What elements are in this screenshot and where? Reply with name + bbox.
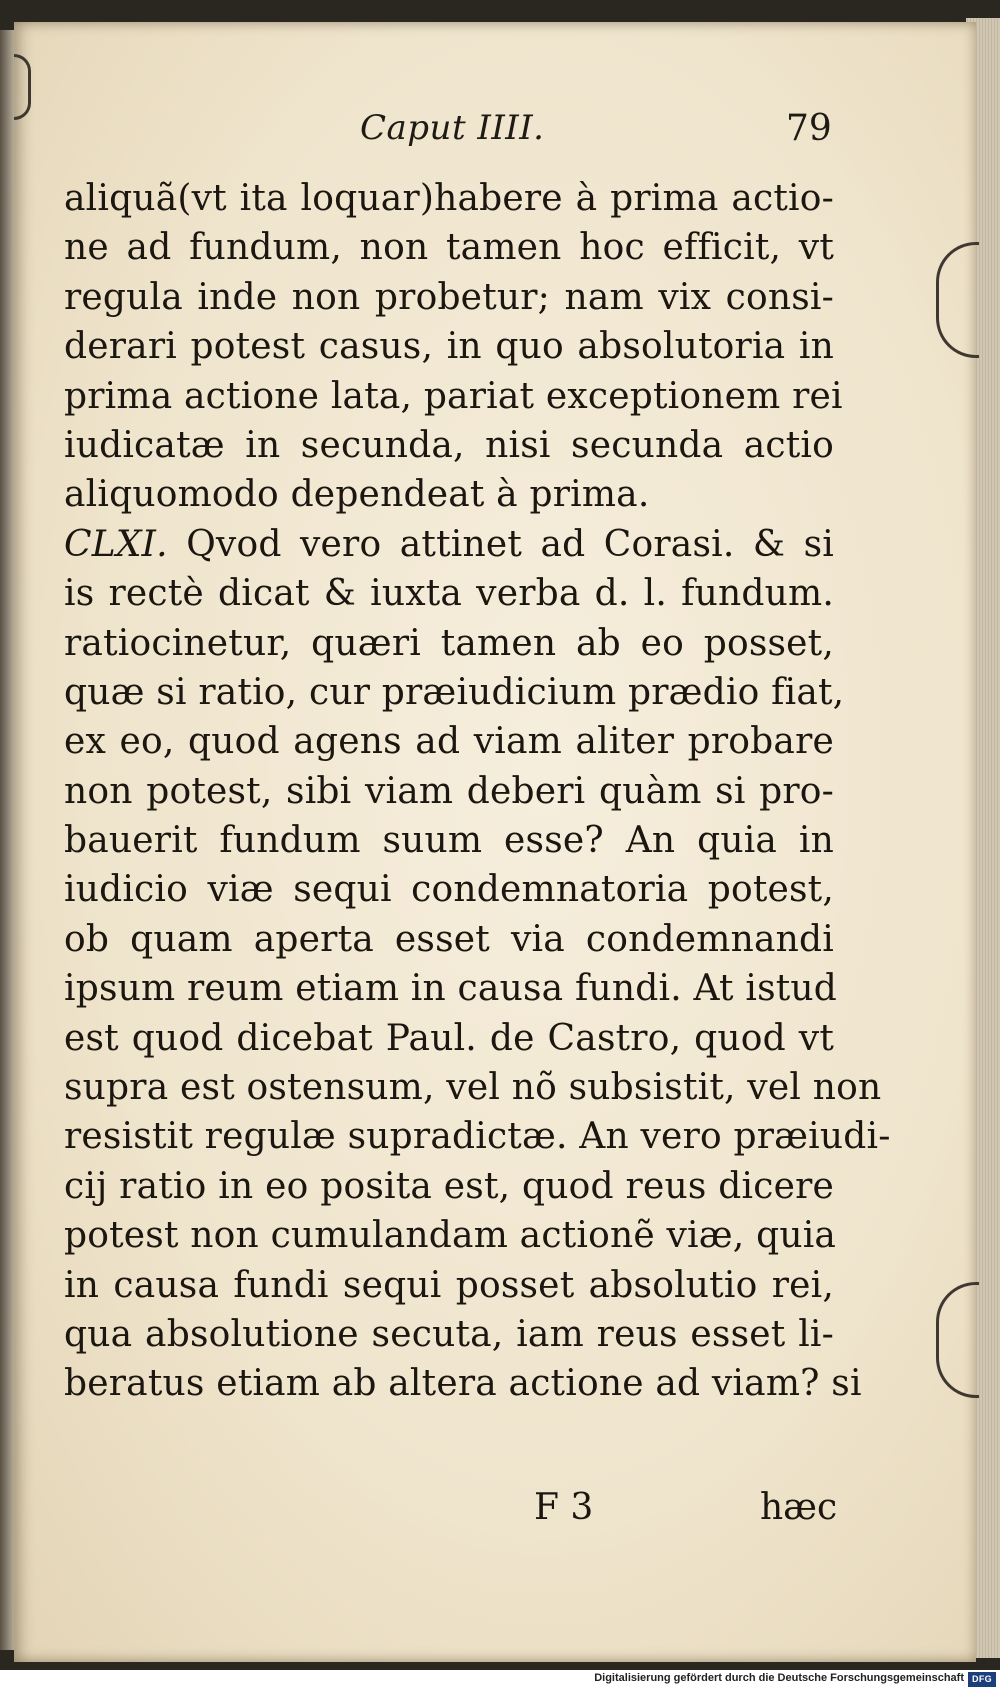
funding-credit: Digitalisierung gefördert durch die Deutsche Forschungsgemeinschaft	[594, 1672, 964, 1684]
signature-mark: F 3	[534, 1487, 594, 1528]
text-line: ex eo, quod agens ad viam aliter probare	[64, 721, 834, 763]
book-page	[14, 22, 976, 1662]
catchword: hæc	[760, 1487, 838, 1528]
text-line: aliquã(vt ita loquar)habere à prima actio-	[64, 178, 834, 219]
text-line: ipsum reum etiam in causa fundi. At istud	[64, 968, 838, 1010]
text-line: in causa fundi sequi posset absolutio rei,	[64, 1264, 834, 1306]
text-line: iudicatæ in secunda, nisi secunda actio	[64, 424, 834, 466]
text-line: regula inde non probetur; nam vix consi-	[64, 276, 834, 318]
text-line: beratus etiam ab altera actione ad viam? si	[64, 1363, 862, 1405]
text-line: supra est ostensum, vel nõ subsistit, vel non	[64, 1067, 882, 1109]
page-header	[14, 108, 976, 168]
text-line: is rectè dicat & iuxta verba d. l. fundum.	[64, 573, 834, 615]
dfg-logo: DFG	[968, 1672, 996, 1687]
upper-clip-icon	[936, 242, 979, 358]
page-number: 79	[786, 108, 832, 149]
text-line: iudicio viæ sequi condemnatoria potest,	[64, 869, 834, 911]
text-line: est quod dicebat Paul. de Castro, quod vt	[64, 1017, 834, 1059]
text-line: quæ si ratio, cur præiudicium prædio fiat,	[64, 671, 845, 713]
text-line: bauerit fundum suum esse? An quia in	[64, 820, 834, 862]
running-head: Caput IIII.	[360, 108, 545, 148]
text-line: ratiocinetur, quæri tamen ab eo posset,	[64, 622, 834, 664]
text-line: resistit regulæ supradictæ. An vero præiudi-	[64, 1116, 891, 1158]
text-line: aliquomodo dependeat à prima.	[64, 474, 650, 516]
text-line: ob quam aperta esset via condemnandi	[64, 918, 834, 960]
text-line: ne ad fundum, non tamen hoc efficit, vt	[64, 227, 834, 269]
text-line: potest non cumulandam actionẽ viæ, quia	[64, 1215, 837, 1257]
text-line: prima actione lata, pariat exceptionem rei	[64, 375, 843, 417]
body-text	[64, 174, 891, 1409]
text-line: cij ratio in eo posita est, quod reus dicere	[64, 1165, 834, 1207]
text-line: derari potest casus, in quo absolutoria in	[64, 326, 834, 368]
page-footer	[14, 1487, 976, 1537]
lower-clip-icon	[936, 1282, 979, 1398]
text-line: qua absolutione secuta, iam reus esset li-	[64, 1313, 834, 1355]
section-number: CLXI.	[64, 523, 168, 565]
section-start-line	[64, 520, 834, 569]
digitization-footer	[0, 1670, 1000, 1690]
text-line: non potest, sibi viam deberi quàm si pro-	[64, 770, 834, 812]
text-line: Qvod vero attinet ad Corasi. & si	[186, 523, 834, 565]
